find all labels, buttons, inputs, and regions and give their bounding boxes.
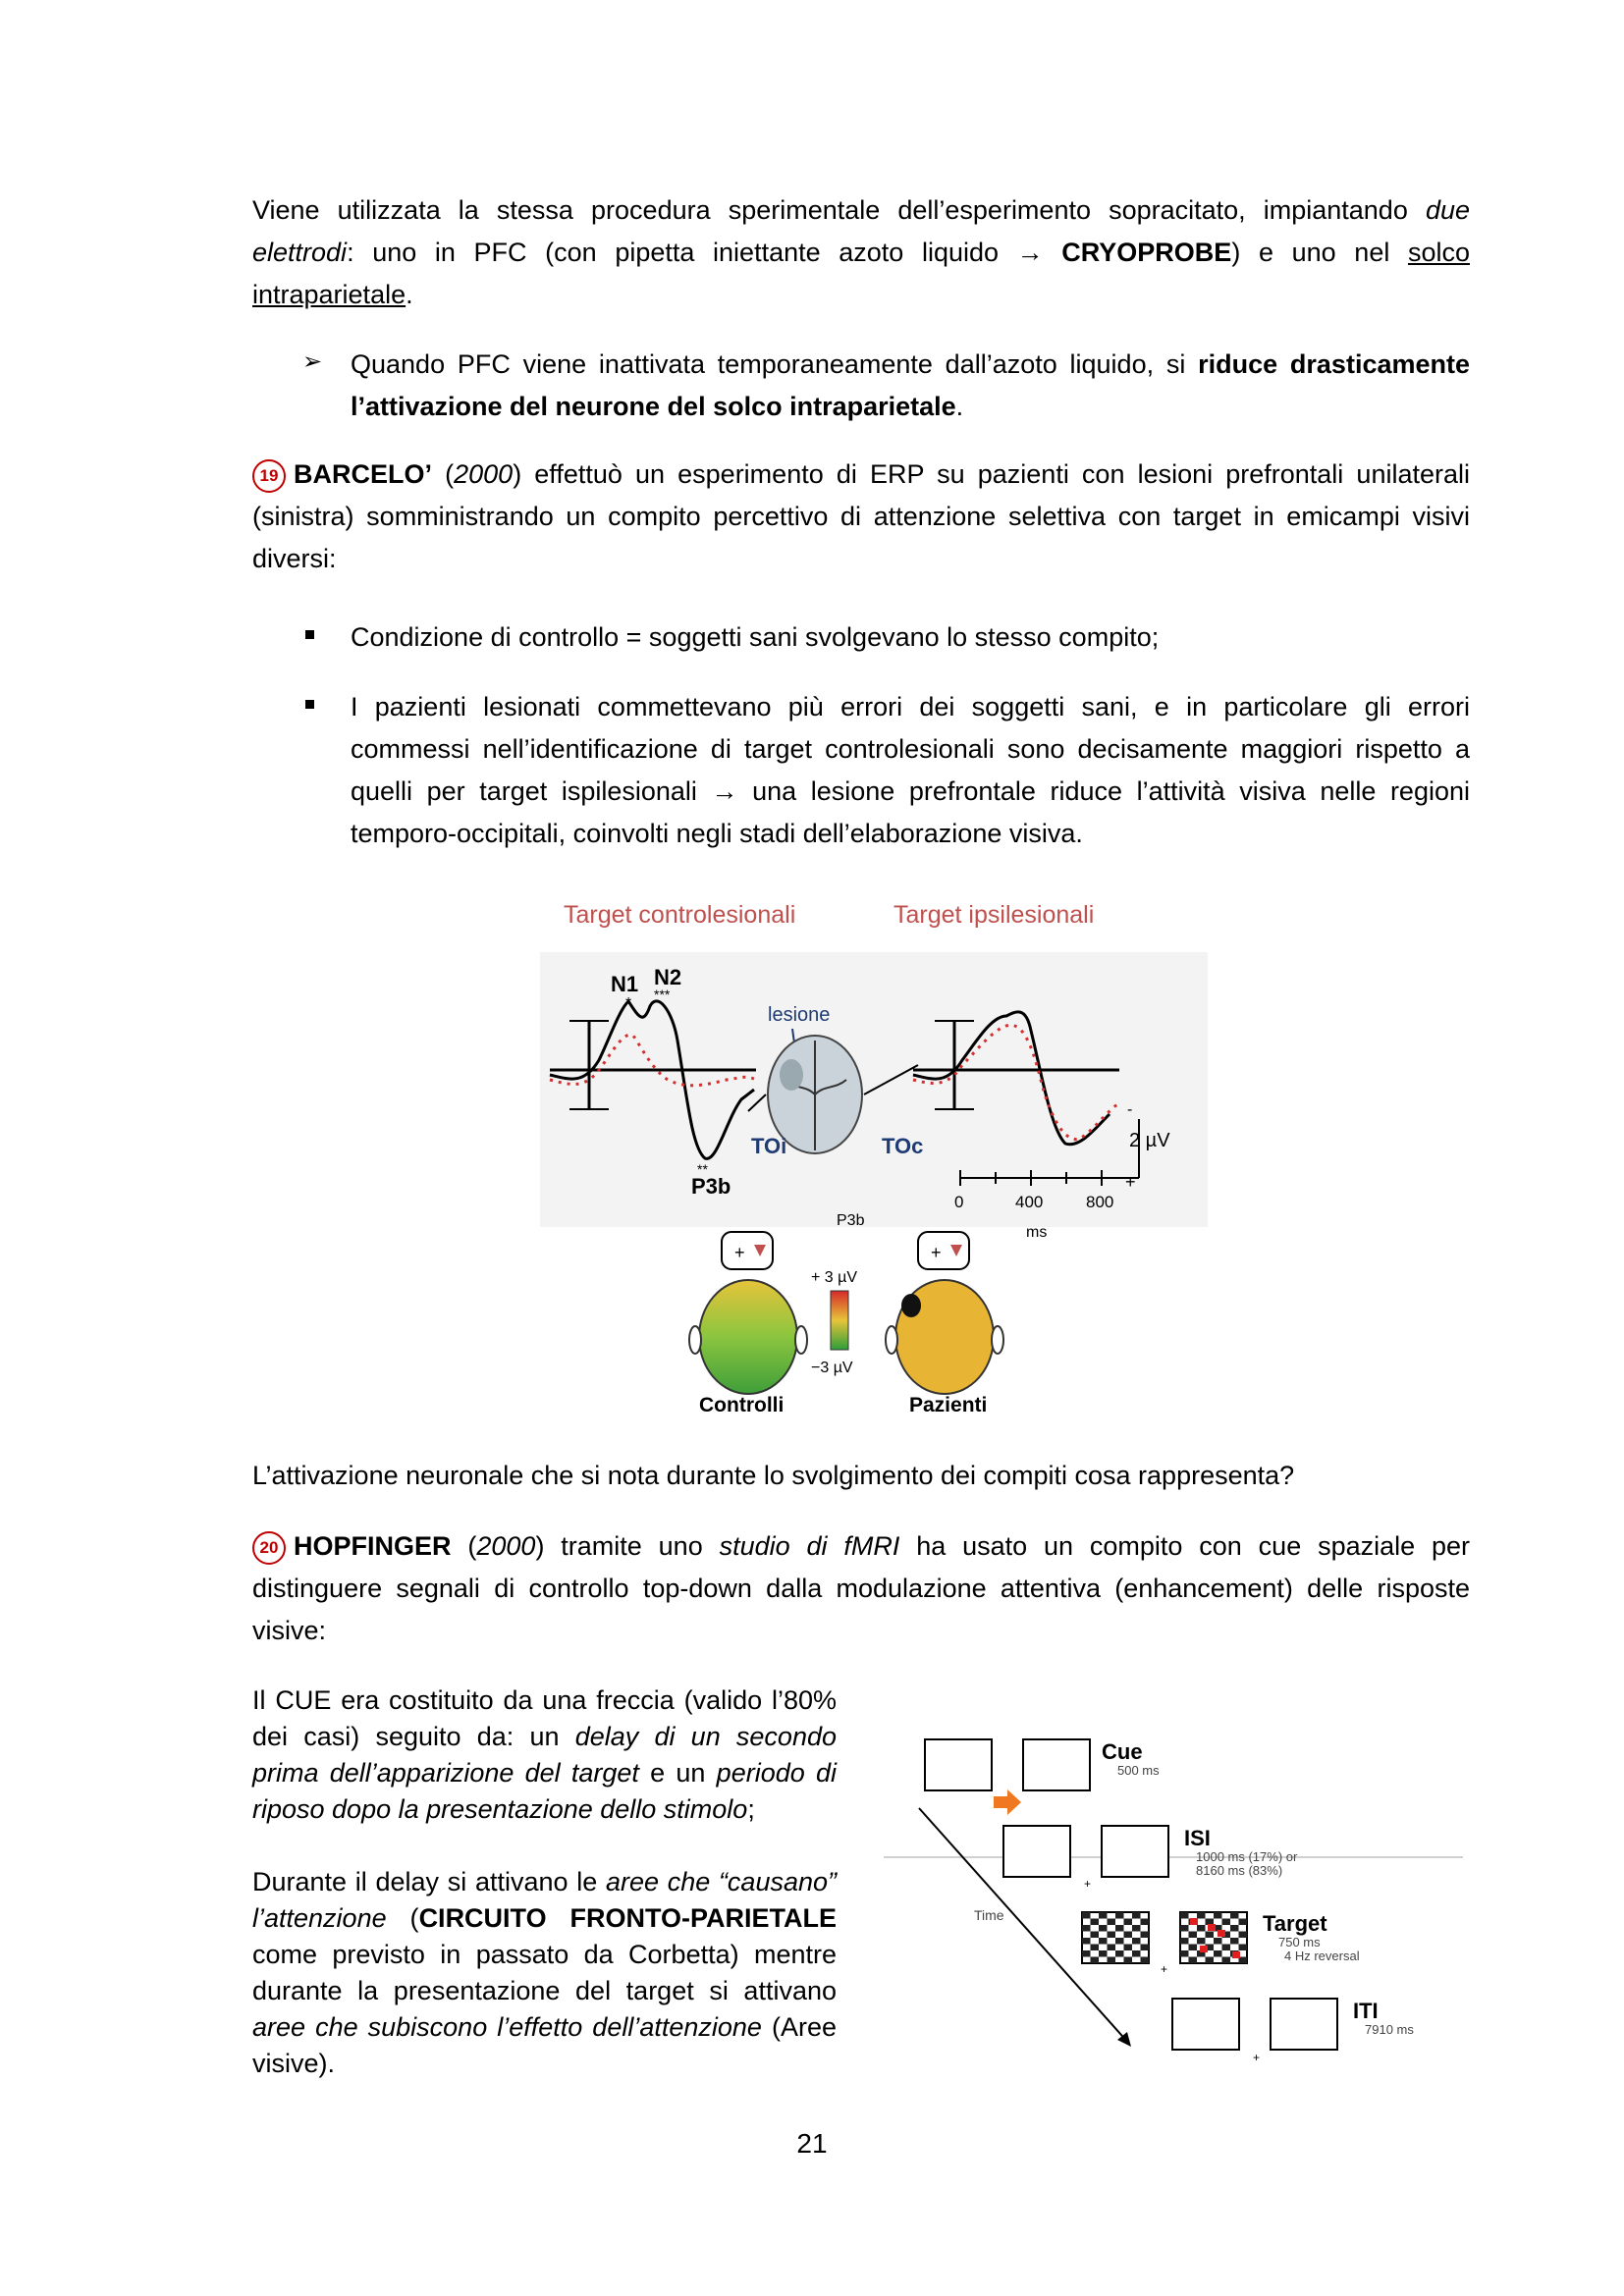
question-text: L’attivazione neuronale che si nota durante lo svolgimento dei compiti cosa rappresenta? (252, 1461, 1295, 1490)
square-bullet-icon (305, 700, 314, 709)
page-number: 21 (796, 2128, 828, 2159)
list-item: I pazienti lesionati commettevano più errori dei soggetti sani, e in particolare gli errori commessi nell’identificazione di target controlesionali sono decisamente maggiori rispetto a quelli per target ispilesionali → una lesione prefrontale riduce l’attività visiva nelle regioni temporo-occipitali, coinvolti negli stadi dell’elaborazione visiva. (351, 692, 1470, 848)
tick-label: 800 (1086, 1193, 1114, 1211)
target-fixation: + (1161, 1962, 1168, 1976)
iti-fixation: + (1253, 2051, 1261, 2064)
cue-right-box (1023, 1739, 1090, 1790)
arrow-bullet-icon: ➢ (302, 348, 323, 375)
patients-cue-plus: + (931, 1243, 942, 1262)
target-duration-1: 750 ms (1278, 1935, 1321, 1949)
title-ipsilesional: Target ipsilesionali (893, 901, 1095, 929)
scale-plus: + (1125, 1172, 1136, 1192)
patients-label: Pazienti (909, 1394, 988, 1416)
controls-scalp-map (699, 1280, 797, 1394)
cue-arrow-icon (994, 1789, 1021, 1815)
task-paradigm-figure (884, 1698, 1473, 2071)
n1-star: * (625, 995, 632, 1012)
erp-figure (530, 893, 1218, 1423)
title-controlesional: Target controlesionali (564, 901, 796, 929)
n2-stars: *** (654, 987, 671, 1002)
lesion-label: lesione (768, 1004, 831, 1026)
tick-label: 400 (1015, 1193, 1044, 1211)
target-right-checkerboard (1180, 1912, 1247, 1963)
cue-description: Il CUE era costituito da una freccia (valido l’80% dei casi) seguito da: un delay di un secondo prima dell’apparizione del target e un periodo di riposo dopo la presentazione dello stimolo; (252, 1685, 837, 1824)
isi-duration-1: 1000 ms (17%) or (1196, 1849, 1298, 1864)
isi-right-box (1102, 1826, 1168, 1877)
tick-label: 0 (954, 1193, 964, 1211)
paragraph-procedure: Viene utilizzata la stessa procedura sperimentale dell’esperimento sopracitato, impiantando due elettrodi: uno in PFC (con pipetta iniettante azoto liquido → CRYOPROBE) e uno nel solco intraparietale. (252, 195, 1470, 309)
ms-label: ms (1026, 1224, 1048, 1241)
number-19-badge: 19 (252, 459, 286, 493)
target-label: Target (1263, 1911, 1327, 1936)
color-scale-bar (831, 1291, 848, 1350)
isi-duration-2: 8160 ms (83%) (1196, 1863, 1283, 1878)
scale-bottom-label: −3 µV (811, 1360, 853, 1376)
time-label: Time (974, 1907, 1004, 1923)
list-item: Condizione di controllo = soggetti sani svolgevano lo stesso compito; (351, 622, 1160, 652)
cue-duration: 500 ms (1117, 1763, 1160, 1778)
toi-label: TOi (751, 1134, 787, 1158)
bullet-pfc-inactivation: Quando PFC viene inattivata temporaneamente dall’azoto liquido, si riduce drasticamente l’attivazione del neurone del solco intraparietale. (351, 349, 1471, 421)
controls-cue-plus: + (734, 1243, 745, 1262)
scale-uv: 2 µV (1129, 1130, 1170, 1151)
square-bullet-icon (305, 630, 314, 639)
paragraph-hopfinger: 20 HOPFINGER (2000) tramite uno studio di fMRI ha usato un compito con cue spaziale per distinguere segnali di controllo top-down dalla modulazione attentiva (enhancement) delle risposte visive: (252, 1531, 1471, 1645)
delay-description: Durante il delay si attivano le aree che “causano” l’attenzione (CIRCUITO FRONTO-PARIETALE come previsto in passato da Corbetta) mentre durante la presentazione del target si attivano aree che subiscono l’effetto dell’attenzione (Aree visive). (252, 1867, 838, 2078)
controls-cue-box (722, 1232, 773, 1269)
p3b-label: P3b (691, 1174, 731, 1199)
isi-fixation: + (1084, 1877, 1092, 1891)
toc-label: TOc (882, 1134, 924, 1158)
cue-left-box (925, 1739, 992, 1790)
n1-label: N1 (611, 972, 639, 996)
isi-left-box (1003, 1826, 1070, 1877)
controls-label: Controlli (699, 1394, 785, 1416)
n2-label: N2 (654, 965, 682, 989)
cue-label: Cue (1102, 1739, 1143, 1764)
p3b-map-label: P3b (837, 1212, 865, 1229)
scale-top-label: + 3 µV (811, 1269, 858, 1286)
target-left-checkerboard (1082, 1912, 1149, 1963)
scale-minus: - (1127, 1101, 1133, 1118)
p3b-stars: ** (697, 1161, 708, 1177)
iti-duration: 7910 ms (1365, 2022, 1414, 2037)
target-duration-2: 4 Hz reversal (1284, 1949, 1360, 1963)
paragraph-barcelo: 19 BARCELO’ (2000) effettuò un esperimento di ERP su pazienti con lesioni prefrontali unilaterali (sinistra) somministrando un compito percettivo di attenzione selettiva con target in emicampi visivi diversi: (252, 459, 1470, 573)
patients-cue-box (918, 1232, 969, 1269)
iti-label: ITI (1353, 1999, 1379, 2023)
lesion-area (780, 1059, 803, 1091)
iti-right-box (1271, 1999, 1337, 2050)
number-20-badge: 20 (252, 1531, 286, 1565)
iti-left-box (1172, 1999, 1239, 2050)
isi-label: ISI (1184, 1826, 1211, 1850)
